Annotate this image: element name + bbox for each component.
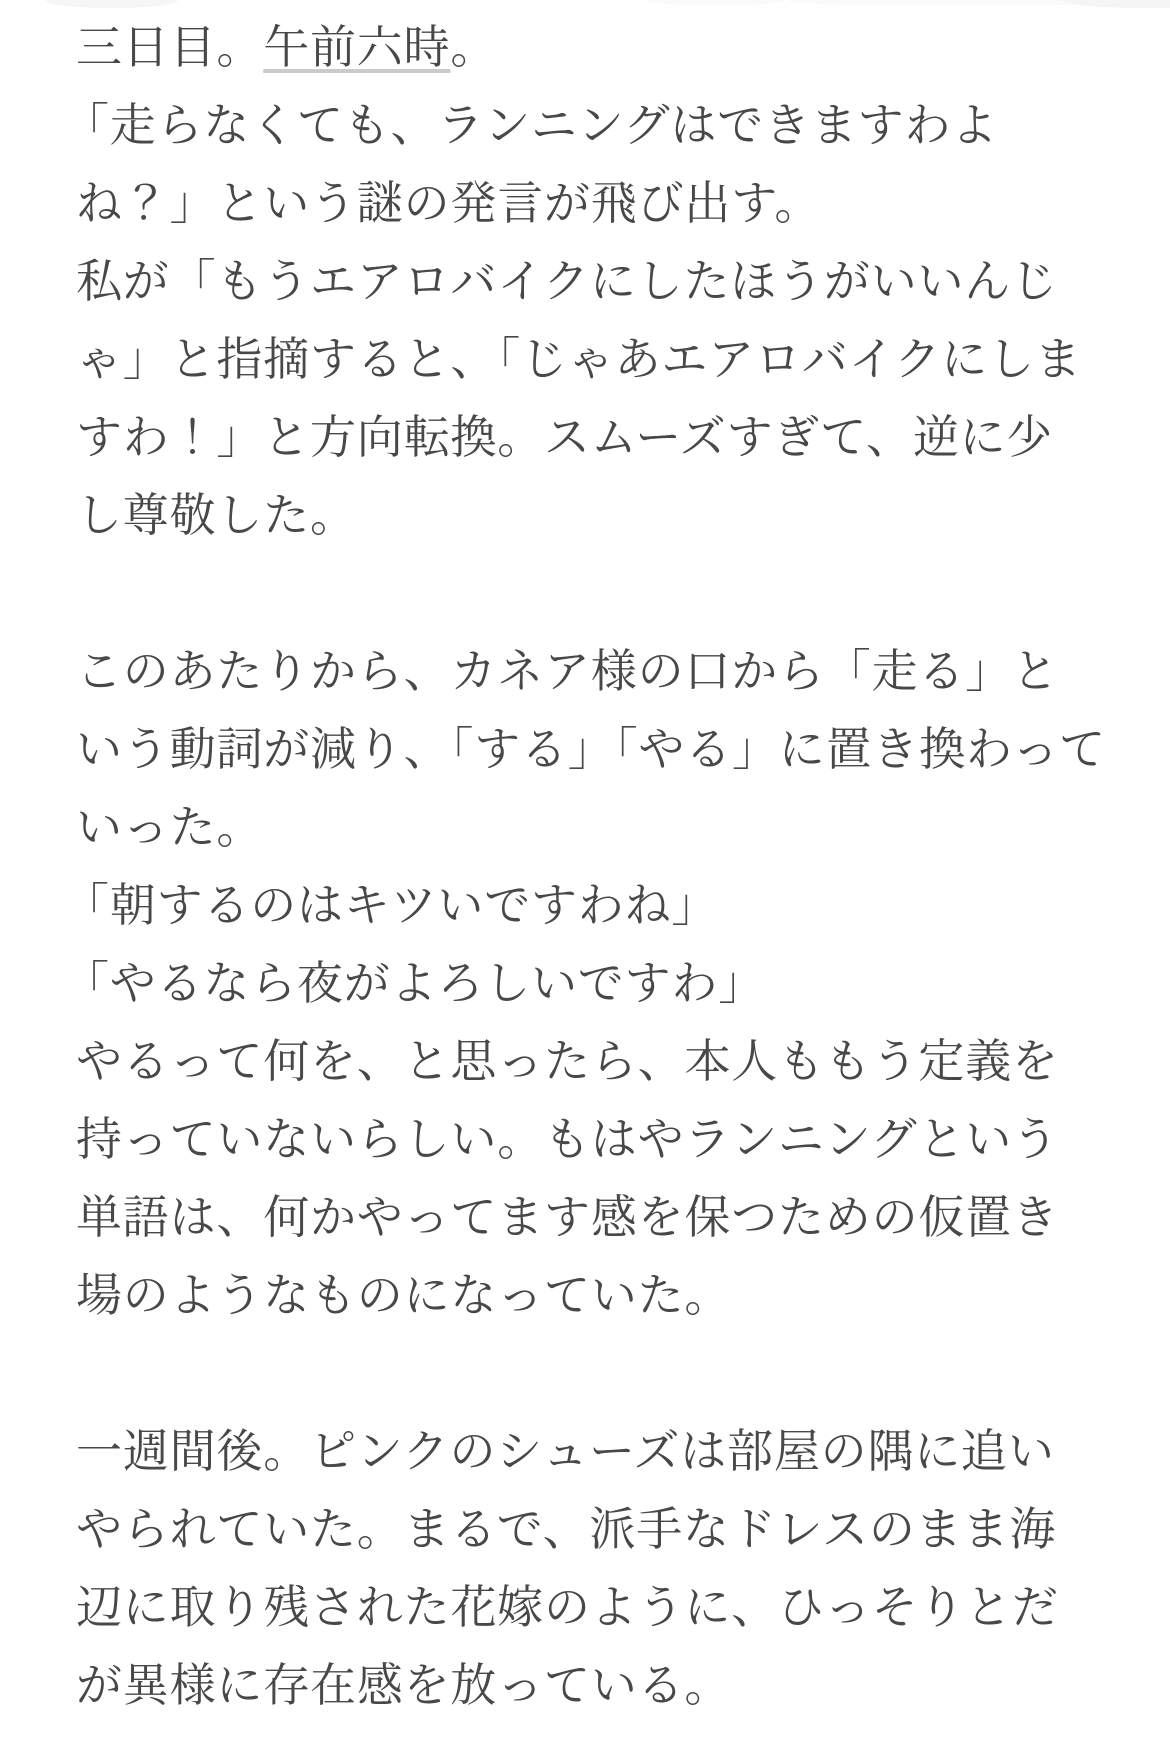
text-line [76, 632, 1100, 710]
text-segment: が異様に存在感を放っている。 [76, 1659, 732, 1711]
text-line [76, 1100, 1100, 1178]
text-line [76, 242, 1100, 320]
text-segment: このあたりから、カネア様の口から「走る」と [76, 645, 1059, 697]
text-segment: 一週間後。ピンクのシューズは部屋の隅に追い [76, 1425, 1055, 1477]
top-cutoff-chip-mid [646, 0, 784, 5]
text-line [76, 1256, 1100, 1334]
text-line [76, 476, 1100, 554]
text-line [76, 1568, 1100, 1646]
text-line [76, 788, 1100, 866]
text-line [76, 1022, 1100, 1100]
text-segment: いう動詞が減り、「する」「やる」に置き換わって [76, 723, 1106, 775]
underlined-term[interactable]: 午前六時 [263, 21, 451, 73]
text-segment: 私が「もうエアロバイクにしたほうがいいんじ [76, 255, 1058, 307]
text-segment: 辺に取り残された花嫁のように、ひっそりとだ [76, 1581, 1059, 1633]
text-line [76, 164, 1100, 242]
text-segment: 持っていないらしい。もはやランニングという [76, 1113, 1059, 1165]
text-line [76, 8, 1100, 86]
text-segment: 。 [450, 21, 498, 73]
text-line [76, 398, 1100, 476]
text-line [76, 1178, 1100, 1256]
text-segment: し尊敬した。 [76, 489, 357, 541]
text-segment: やられていた。まるで、派手なドレスのまま海 [76, 1503, 1057, 1555]
text-line [63, 944, 1100, 1022]
text-segment: 単語は、何かやってます感を保つための仮置き [76, 1191, 1059, 1243]
text-segment: すわ！」と方向転換。スムーズすぎて、逆に少 [76, 411, 1054, 463]
text-segment: ね？」という謎の発言が飛び出す。 [76, 177, 822, 229]
text-segment: 「走らなくても、ランニングはできますわよ [63, 99, 999, 151]
text-line [63, 866, 1100, 944]
blank-line [76, 1334, 1100, 1412]
text-line [76, 710, 1106, 788]
text-line [76, 1412, 1100, 1490]
top-cutoff-chip-left [45, 0, 178, 8]
top-cutoff-chip-right [1062, 0, 1170, 8]
text-line [76, 320, 1100, 398]
text-segment: 三日目。 [76, 21, 264, 73]
text-line [76, 1490, 1100, 1568]
article-text [63, 8, 1106, 1724]
text-segment: 「朝するのはキツいですわね」 [63, 879, 719, 931]
text-line [76, 1646, 1100, 1724]
text-segment: 場のようなものになっていた。 [76, 1269, 732, 1321]
text-segment: 「やるなら夜がよろしいですわ」 [63, 957, 765, 1009]
text-segment: やるって何を、と思ったら、本人ももう定義を [76, 1035, 1059, 1087]
text-line [63, 86, 1100, 164]
text-segment: ゃ」と指摘すると、「じゃあエアロバイクにしま [76, 333, 1082, 385]
text-segment: いった。 [76, 801, 264, 853]
blank-line [76, 554, 1100, 632]
